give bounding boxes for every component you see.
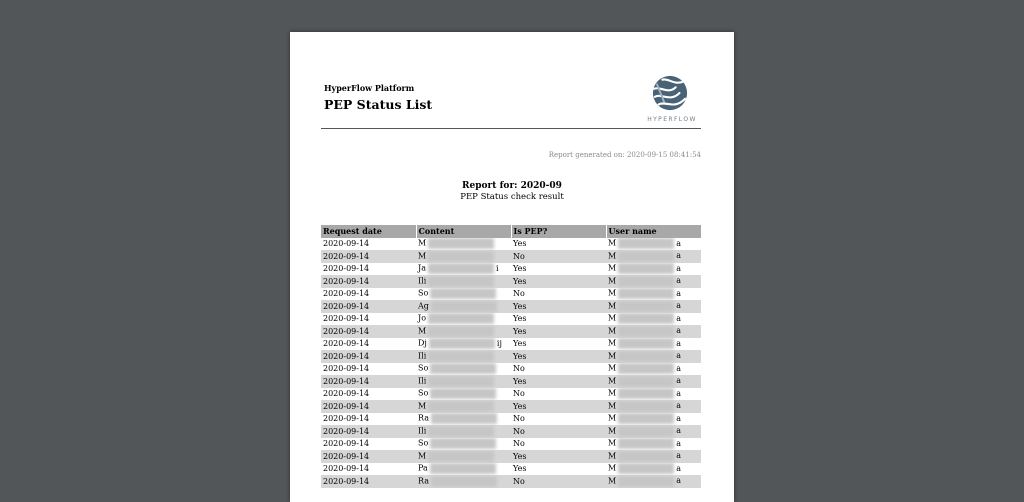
table-row — [321, 413, 701, 426]
is-pep-cell: Yes — [513, 264, 527, 274]
is-pep-cell: Yes — [511, 275, 606, 288]
user-name-cell: M a — [608, 388, 681, 398]
content-cell: Pa — [416, 463, 511, 476]
request-date-cell: 2020-09-14 — [323, 339, 370, 349]
request-date-cell: 2020-09-14 — [323, 364, 370, 374]
redacted-user-name — [618, 313, 674, 324]
user-name-cell: M a — [606, 400, 701, 413]
is-pep-cell: No — [511, 425, 606, 438]
redacted-user-name — [618, 388, 674, 399]
redacted-content — [428, 351, 494, 362]
table-row — [321, 263, 701, 276]
column-header-request-date: Request date — [321, 225, 416, 238]
user-name-cell: M a — [606, 375, 701, 388]
is-pep-cell: Yes — [513, 314, 527, 324]
table-row — [321, 350, 701, 363]
request-date-cell: 2020-09-14 — [321, 375, 416, 388]
is-pep-cell: Yes — [513, 464, 527, 474]
redacted-user-name — [618, 401, 674, 412]
redacted-user-name — [618, 251, 674, 262]
table-row — [321, 363, 701, 376]
user-name-cell: M a — [608, 288, 681, 298]
table-row — [321, 275, 701, 288]
header-divider — [321, 128, 701, 129]
redacted-user-name — [618, 288, 674, 299]
redacted-content — [428, 238, 494, 249]
request-date-cell: 2020-09-14 — [321, 425, 416, 438]
redacted-user-name — [618, 301, 674, 312]
redacted-user-name — [618, 263, 674, 274]
redacted-content — [428, 326, 494, 337]
is-pep-cell: Yes — [513, 239, 527, 249]
table-row — [321, 250, 701, 263]
request-date-cell: 2020-09-14 — [321, 475, 416, 488]
content-cell: Ili — [416, 275, 511, 288]
user-name-cell: M a — [606, 475, 701, 488]
redacted-user-name — [618, 238, 674, 249]
is-pep-cell: No — [511, 250, 606, 263]
is-pep-cell: Yes — [511, 375, 606, 388]
table-row — [321, 375, 701, 388]
user-name-cell: M a — [606, 325, 701, 338]
user-name-cell: M a — [608, 338, 681, 348]
request-date-cell: 2020-09-14 — [323, 439, 370, 449]
table-row — [321, 300, 701, 313]
hyperflow-logo-icon — [651, 74, 689, 112]
is-pep-cell: Yes — [513, 339, 527, 349]
request-date-cell: 2020-09-14 — [323, 239, 370, 249]
user-name-cell: M a — [608, 263, 681, 273]
table-row — [321, 238, 701, 251]
user-name-cell: M a — [608, 438, 681, 448]
request-date-cell: 2020-09-14 — [321, 400, 416, 413]
is-pep-cell: Yes — [511, 450, 606, 463]
redacted-content — [430, 388, 496, 399]
user-name-cell: M a — [608, 313, 681, 323]
is-pep-cell: No — [513, 389, 525, 399]
content-cell: Ja i — [418, 263, 499, 273]
pep-status-table — [321, 225, 701, 488]
report-heading: Report for: 2020-09 — [462, 181, 562, 191]
content-cell: Ili — [416, 350, 511, 363]
redacted-user-name — [618, 363, 674, 374]
redacted-content — [430, 438, 496, 449]
content-cell: M — [416, 238, 511, 251]
redacted-user-name — [618, 438, 674, 449]
redacted-content — [428, 251, 494, 262]
content-cell: M — [416, 450, 511, 463]
report-subheading: PEP Status check result — [460, 192, 564, 202]
redacted-user-name — [618, 351, 674, 362]
redacted-content — [430, 463, 496, 474]
request-date-cell: 2020-09-14 — [321, 350, 416, 363]
content-cell: So — [416, 363, 511, 376]
user-name-cell: M a — [608, 413, 681, 423]
redacted-content — [428, 313, 494, 324]
content-cell: Dj ij — [418, 338, 502, 348]
redacted-content — [428, 426, 494, 437]
table-row — [321, 463, 701, 476]
page-title: PEP Status List — [324, 97, 433, 112]
request-date-cell: 2020-09-14 — [321, 325, 416, 338]
column-header-user-name: User name — [606, 225, 701, 238]
content-cell: So — [416, 438, 511, 451]
is-pep-cell: No — [513, 289, 525, 299]
is-pep-cell: No — [511, 475, 606, 488]
redacted-content — [428, 401, 494, 412]
redacted-user-name — [618, 413, 674, 424]
user-name-cell: M a — [608, 363, 681, 373]
table-row — [321, 325, 701, 338]
redacted-content — [430, 288, 496, 299]
is-pep-cell: No — [513, 439, 525, 449]
redacted-content — [429, 338, 495, 349]
request-date-cell: 2020-09-14 — [323, 264, 370, 274]
request-date-cell: 2020-09-14 — [323, 389, 370, 399]
content-cell: M — [416, 250, 511, 263]
redacted-user-name — [618, 376, 674, 387]
user-name-cell: M a — [606, 450, 701, 463]
redacted-content — [428, 276, 494, 287]
table-row — [321, 450, 701, 463]
content-cell: Ra — [416, 413, 511, 426]
content-cell: Ili — [416, 375, 511, 388]
user-name-cell: M a — [606, 275, 701, 288]
request-date-cell: 2020-09-14 — [321, 275, 416, 288]
table-header-row — [321, 225, 701, 238]
content-cell: M — [416, 325, 511, 338]
table-row — [321, 425, 701, 438]
table-row — [321, 288, 701, 301]
company-name: HyperFlow Platform — [324, 83, 415, 93]
redacted-user-name — [618, 451, 674, 462]
redacted-content — [431, 301, 497, 312]
redacted-user-name — [618, 326, 674, 337]
redacted-content — [431, 476, 497, 487]
column-header-content: Content — [416, 225, 511, 238]
redacted-user-name — [618, 338, 674, 349]
is-pep-cell: No — [513, 414, 525, 424]
document-page — [290, 32, 734, 502]
redacted-content — [428, 376, 494, 387]
generated-timestamp: Report generated on: 2020-09-15 08:41:54 — [548, 151, 701, 159]
is-pep-cell: Yes — [511, 400, 606, 413]
request-date-cell: 2020-09-14 — [323, 314, 370, 324]
column-header-is-pep: Is PEP? — [511, 225, 606, 238]
user-name-cell: M a — [608, 238, 681, 248]
user-name-cell: M a — [608, 463, 681, 473]
user-name-cell: M a — [606, 350, 701, 363]
table-row — [321, 388, 701, 401]
content-cell: Ra — [416, 475, 511, 488]
is-pep-cell: No — [513, 364, 525, 374]
redacted-content — [428, 263, 494, 274]
request-date-cell: 2020-09-14 — [323, 464, 370, 474]
request-date-cell: 2020-09-14 — [321, 300, 416, 313]
user-name-cell: M a — [606, 425, 701, 438]
table-row — [321, 475, 701, 488]
redacted-content — [430, 363, 496, 374]
is-pep-cell: Yes — [511, 325, 606, 338]
redacted-user-name — [618, 463, 674, 474]
table-row — [321, 438, 701, 451]
content-cell: M — [416, 400, 511, 413]
request-date-cell: 2020-09-14 — [321, 450, 416, 463]
content-cell: Jo — [416, 313, 511, 326]
redacted-content — [428, 451, 494, 462]
redacted-user-name — [618, 476, 674, 487]
redacted-user-name — [618, 426, 674, 437]
request-date-cell: 2020-09-14 — [323, 414, 370, 424]
is-pep-cell: Yes — [511, 350, 606, 363]
content-cell: Ili — [416, 425, 511, 438]
table-row — [321, 313, 701, 326]
logo-wordmark: HYPERFLOW — [647, 116, 697, 123]
user-name-cell: M a — [606, 250, 701, 263]
table-row — [321, 400, 701, 413]
table-row — [321, 338, 701, 351]
request-date-cell: 2020-09-14 — [323, 289, 370, 299]
hyperflow-logo — [642, 74, 702, 126]
content-cell: So — [416, 288, 511, 301]
table-body — [321, 238, 701, 488]
is-pep-cell: Yes — [511, 300, 606, 313]
content-cell: Ag — [416, 300, 511, 313]
redacted-user-name — [618, 276, 674, 287]
user-name-cell: M a — [606, 300, 701, 313]
redacted-content — [431, 413, 497, 424]
content-cell: So — [416, 388, 511, 401]
request-date-cell: 2020-09-14 — [321, 250, 416, 263]
